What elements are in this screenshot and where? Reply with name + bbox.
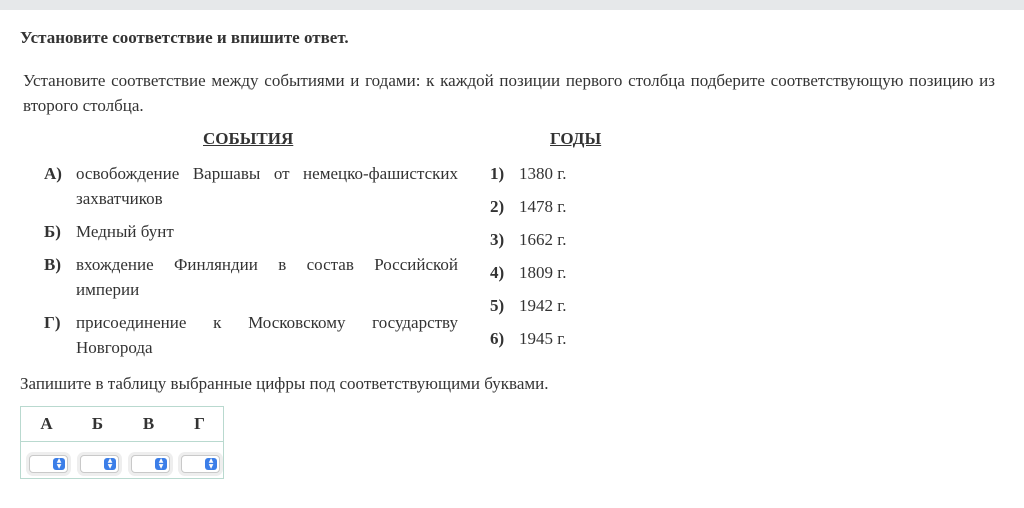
year-item-6 [490, 326, 567, 351]
task-prompt: Установите соответствие между событиями и годами: к каждой позиции первого столбца подберите соответствующую позицию из второго столбца. [23, 71, 995, 115]
event-item-g [44, 310, 458, 360]
events-column-header: СОБЫТИЯ [203, 129, 294, 148]
event-letter: В) [44, 255, 61, 274]
answer-select-v[interactable] [131, 455, 170, 473]
answer-header-v: В [142, 414, 155, 433]
year-text: 1945 г. [519, 329, 567, 348]
year-number: 3) [490, 230, 505, 249]
answer-select-b[interactable] [80, 455, 119, 473]
years-column-header: ГОДЫ [550, 129, 602, 148]
year-text: 1809 г. [519, 263, 567, 282]
answer-header-a: А [40, 414, 53, 433]
year-text: 1942 г. [519, 296, 567, 315]
up-down-chevron-icon: ▲ ▼ [205, 458, 217, 470]
answer-select-a[interactable] [29, 455, 68, 473]
year-text: 1662 г. [519, 230, 567, 249]
answer-header-b: Б [91, 414, 104, 433]
task-heading: Установите соответствие и впишите ответ. [20, 28, 349, 47]
answer-table-header-row [21, 407, 223, 442]
event-item-b [44, 219, 458, 244]
year-number: 6) [490, 329, 505, 348]
up-down-chevron-icon: ▲ ▼ [53, 458, 65, 470]
answer-select-g[interactable] [181, 455, 220, 473]
year-number: 2) [490, 197, 505, 216]
year-item-2 [490, 194, 567, 219]
event-text: присоединение к Московскому государству Новгорода [76, 313, 458, 357]
answer-header-g: Г [194, 414, 205, 433]
answer-instruction: Запишите в таблицу выбранные цифры под соответствующими буквами. [20, 374, 549, 393]
event-text: освобождение Варшавы от немецко-фашистских захватчиков [76, 164, 458, 208]
up-down-chevron-icon: ▲ ▼ [155, 458, 167, 470]
year-number: 5) [490, 296, 505, 315]
event-text: вхождение Финляндии в состав Российской империи [76, 255, 458, 299]
year-item-3 [490, 227, 567, 252]
event-item-v [44, 252, 458, 302]
event-text: Медный бунт [76, 222, 174, 241]
event-item-a [44, 161, 458, 211]
year-item-5 [490, 293, 567, 318]
top-bar [0, 0, 1024, 10]
year-item-4 [490, 260, 567, 285]
year-text: 1478 г. [519, 197, 567, 216]
year-item-1 [490, 161, 567, 186]
year-number: 4) [490, 263, 505, 282]
event-letter: Б) [44, 222, 61, 241]
year-number: 1) [490, 164, 505, 183]
event-letter: Г) [44, 313, 61, 332]
year-text: 1380 г. [519, 164, 567, 183]
up-down-chevron-icon: ▲ ▼ [104, 458, 116, 470]
event-letter: А) [44, 164, 62, 183]
